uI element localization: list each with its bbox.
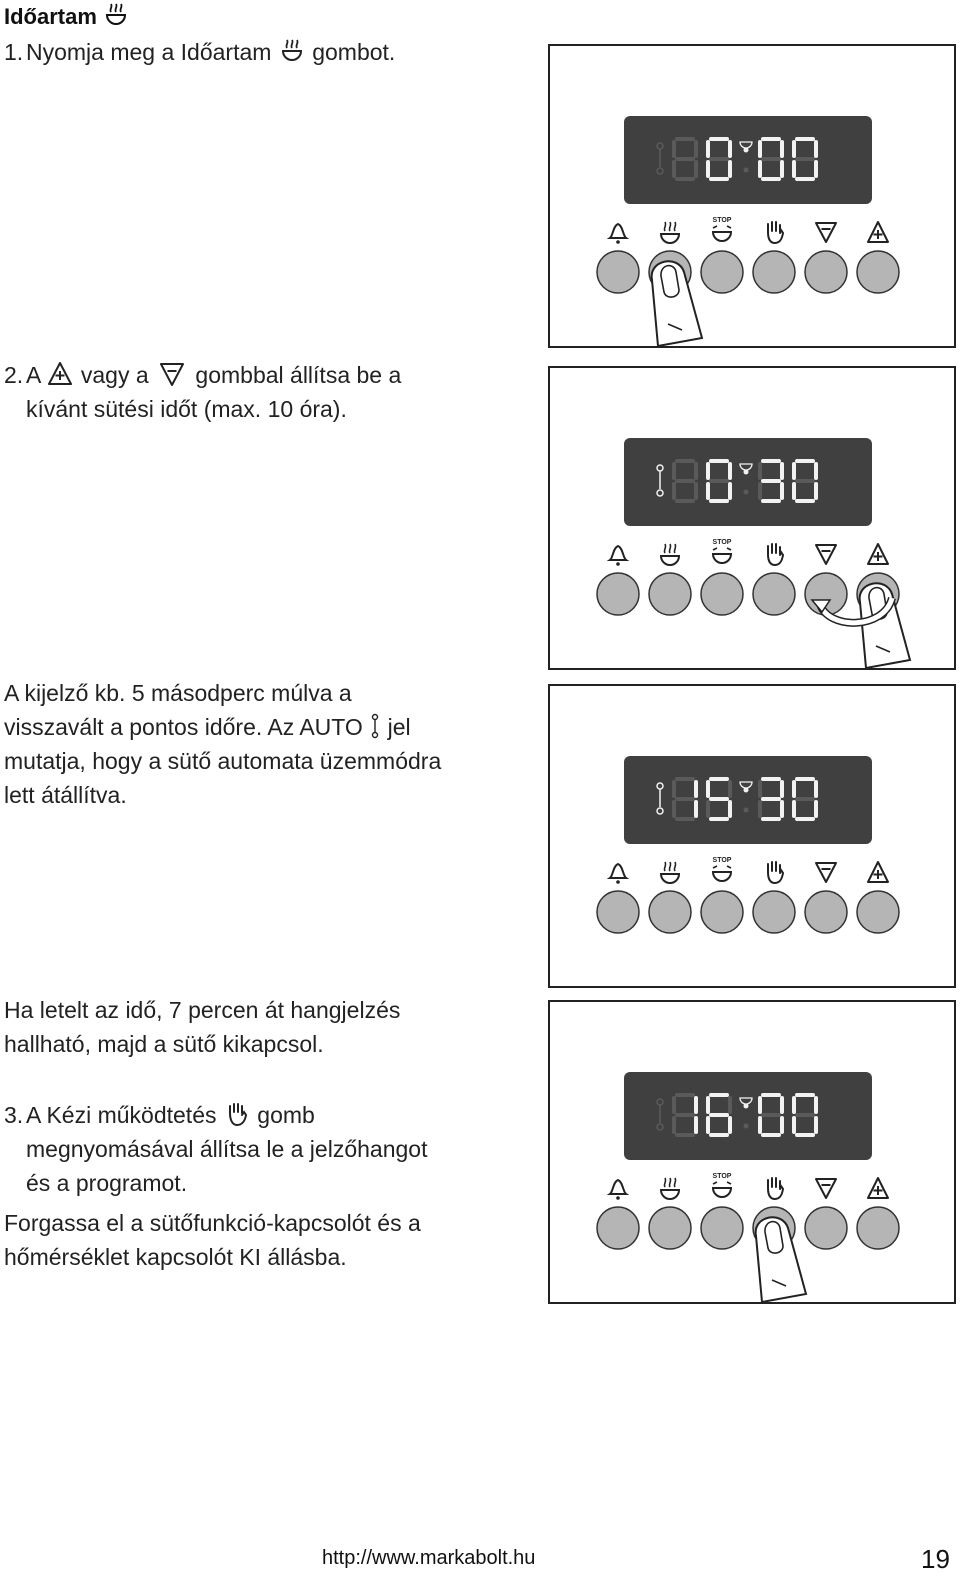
pressing-finger	[860, 583, 910, 668]
minus-button[interactable]	[805, 251, 847, 293]
auto-icon	[369, 713, 381, 739]
manual-hand-icon	[768, 1178, 783, 1199]
oven-control-illustration	[550, 368, 954, 668]
step-text-line2: megnyomásával állítsa le a jelzőhangot	[26, 1136, 428, 1162]
duration-button[interactable]	[649, 1207, 691, 1249]
end-time-stop-icon	[713, 539, 732, 563]
step-text: A Kézi működtetés	[26, 1102, 217, 1128]
illustration-panel-1	[548, 44, 956, 348]
text-line: hallható, majd a sütő kikapcsol.	[4, 1031, 324, 1057]
step-text: gombbal állítsa be a	[195, 362, 402, 388]
end-time-stop-icon	[713, 217, 732, 241]
minus-icon	[816, 545, 836, 564]
end-time-button[interactable]	[701, 251, 743, 293]
bell-icon	[610, 546, 626, 566]
manual-button[interactable]	[753, 891, 795, 933]
manual-hand-icon	[768, 222, 783, 243]
paragraph-elapsed	[4, 993, 400, 1061]
bell-button[interactable]	[597, 1207, 639, 1249]
plus-icon	[868, 544, 888, 564]
oven-control-illustration	[550, 46, 954, 346]
step-number: 1.	[4, 39, 24, 65]
text-line: visszavált a pontos időre. Az AUTO	[4, 714, 363, 740]
oven-control-illustration	[550, 1002, 954, 1302]
text-line: hőmérséklet kapcsolót KI állásba.	[4, 1244, 347, 1270]
manual-button[interactable]	[753, 573, 795, 615]
minus-icon	[155, 361, 189, 387]
stop-label: STOP	[712, 857, 732, 864]
bell-button[interactable]	[597, 251, 639, 293]
display-colon	[744, 490, 749, 495]
text-line: Forgassa el a sütőfunkció-kapcsolót és a	[4, 1210, 421, 1236]
page-title-text: Időartam	[4, 4, 97, 29]
plus-button[interactable]	[857, 251, 899, 293]
minus-icon	[816, 863, 836, 882]
text-line: A kijelző kb. 5 másodperc múlva a	[4, 680, 352, 706]
end-time-button[interactable]	[701, 891, 743, 933]
plus-icon	[868, 222, 888, 242]
duration-icon	[661, 222, 679, 243]
duration-icon	[661, 1178, 679, 1199]
step-number: 3.	[4, 1102, 24, 1128]
text-line: jel	[387, 714, 411, 740]
end-time-button[interactable]	[701, 573, 743, 615]
paragraph-final	[4, 1206, 421, 1274]
paragraph-display	[4, 676, 441, 812]
step-text: vagy a	[80, 362, 149, 388]
stop-label: STOP	[712, 539, 732, 546]
step-2	[4, 358, 401, 426]
end-time-button[interactable]	[701, 1207, 743, 1249]
display-colon	[744, 808, 749, 813]
display-screen	[624, 756, 872, 844]
stop-label: STOP	[712, 217, 732, 224]
illustration-panel-3	[548, 684, 956, 988]
pressing-finger	[652, 261, 702, 346]
duration-icon	[661, 862, 679, 883]
manual-hand-icon	[768, 544, 783, 565]
bell-button[interactable]	[597, 573, 639, 615]
plus-icon	[46, 361, 74, 387]
step-3	[4, 1098, 427, 1200]
text-line: lett átállítva.	[4, 782, 127, 808]
page-number: 19	[921, 1544, 950, 1574]
plus-button[interactable]	[857, 1207, 899, 1249]
step-text-line3: és a programot.	[26, 1170, 188, 1196]
stop-label: STOP	[712, 1173, 732, 1180]
bell-icon	[610, 224, 626, 244]
plus-icon	[868, 862, 888, 882]
pressing-finger	[756, 1217, 806, 1302]
bell-button[interactable]	[597, 891, 639, 933]
end-time-stop-icon	[713, 1173, 732, 1197]
manual-hand-icon	[768, 862, 783, 883]
step-text: A	[26, 362, 41, 388]
duration-button[interactable]	[649, 891, 691, 933]
oven-control-illustration	[550, 686, 954, 986]
duration-icon	[103, 2, 129, 28]
duration-icon	[278, 38, 306, 64]
minus-icon	[816, 1179, 836, 1198]
illustration-panel-4	[548, 1000, 956, 1304]
plus-icon	[868, 1178, 888, 1198]
minus-button[interactable]	[805, 1207, 847, 1249]
display-colon	[744, 168, 749, 173]
bell-icon	[610, 1180, 626, 1200]
text-line: Ha letelt az idő, 7 percen át hangjelzés	[4, 997, 401, 1023]
minus-button[interactable]	[805, 891, 847, 933]
plus-button[interactable]	[857, 891, 899, 933]
step-text: Nyomja meg a Időartam	[26, 39, 272, 65]
step-1	[4, 35, 395, 69]
step-number: 2.	[4, 362, 24, 388]
duration-button[interactable]	[649, 573, 691, 615]
illustration-panel-2	[548, 366, 956, 670]
bell-icon	[610, 864, 626, 884]
display-screen	[624, 438, 872, 526]
manual-hand-icon	[223, 1101, 251, 1127]
text-line: mutatja, hogy a sütő automata üzemmódra	[4, 748, 442, 774]
duration-icon	[661, 544, 679, 565]
footer-url[interactable]: http://www.markabolt.hu	[322, 1547, 536, 1569]
end-time-stop-icon	[713, 857, 732, 881]
minus-icon	[816, 223, 836, 242]
page-title	[4, 2, 129, 30]
step-text-end: gombot.	[312, 39, 396, 65]
step-text-line2: kívánt sütési időt (max. 10 óra).	[26, 396, 347, 422]
display-colon	[744, 1124, 749, 1129]
display-screen	[624, 116, 872, 204]
step-text: gomb	[257, 1102, 315, 1128]
manual-button[interactable]	[753, 251, 795, 293]
display-screen	[624, 1072, 872, 1160]
